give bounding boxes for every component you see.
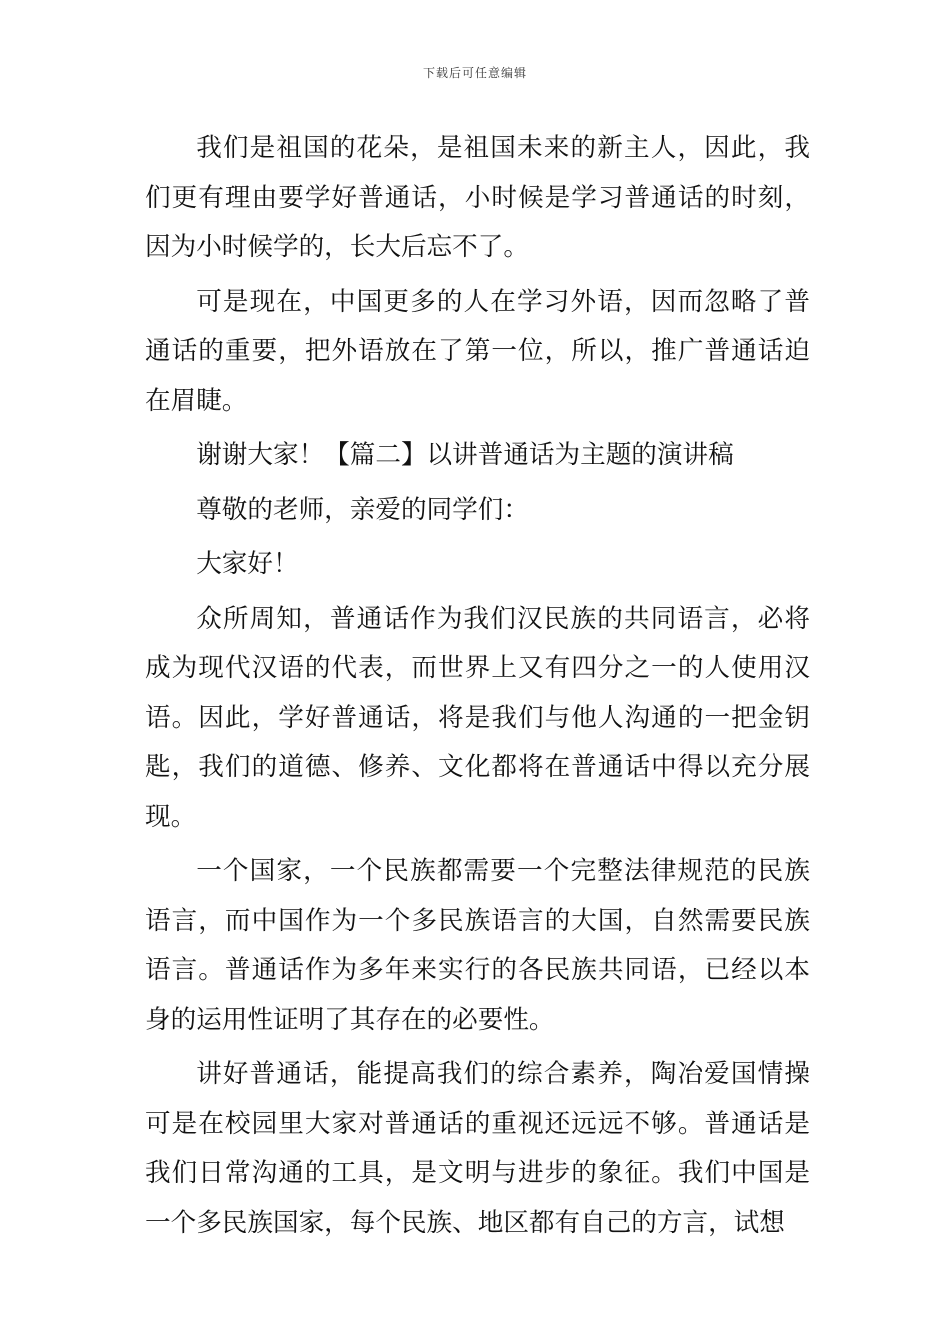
paragraph: 众所周知，普通话作为我们汉民族的共同语言，必将成为现代汉语的代表，而世界上又有四分之一的人使用汉语。因此，学好普通话，将是我们与他人沟通的一把金钥匙，我们的道德、修养、文化都将在普通话中得以充分展现。 (145, 603, 810, 832)
salutation: 尊敬的老师，亲爱的同学们： (196, 494, 529, 525)
paragraph: 我们是祖国的花朵，是祖国未来的新主人，因此，我们更有理由要学好普通话，小时候是学习普通话的时刻，因为小时候学的，长大后忘不了。 (145, 133, 810, 262)
greeting: 大家好！ (196, 549, 299, 579)
paragraph: 可是现在，中国更多的人在学习外语，因而忽略了普通话的重要，把外语放在了第一位，所以，推广普通话迫在眉睫。 (145, 286, 810, 416)
document-body (145, 124, 810, 1248)
page-header: 下载后可任意编辑 (422, 66, 527, 80)
section-heading: 谢谢大家！【篇二】以讲普通话为主题的演讲稿 (196, 440, 734, 470)
paragraph: 讲好普通话，能提高我们的综合素养，陶冶爱国情操可是在校园里大家对普通话的重视还远远不够。普通话是我们日常沟通的工具，是文明与进步的象征。我们中国是一个多民族国家，每个民族、地区都有自己的方言，试想 (145, 1059, 810, 1238)
paragraph: 一个国家，一个民族都需要一个完整法律规范的民族语言，而中国作为一个多民族语言的大国，自然需要民族语言。普通话作为多年来实行的各民族共同语，已经以本身的运用性证明了其存在的必要性。 (145, 856, 810, 1035)
